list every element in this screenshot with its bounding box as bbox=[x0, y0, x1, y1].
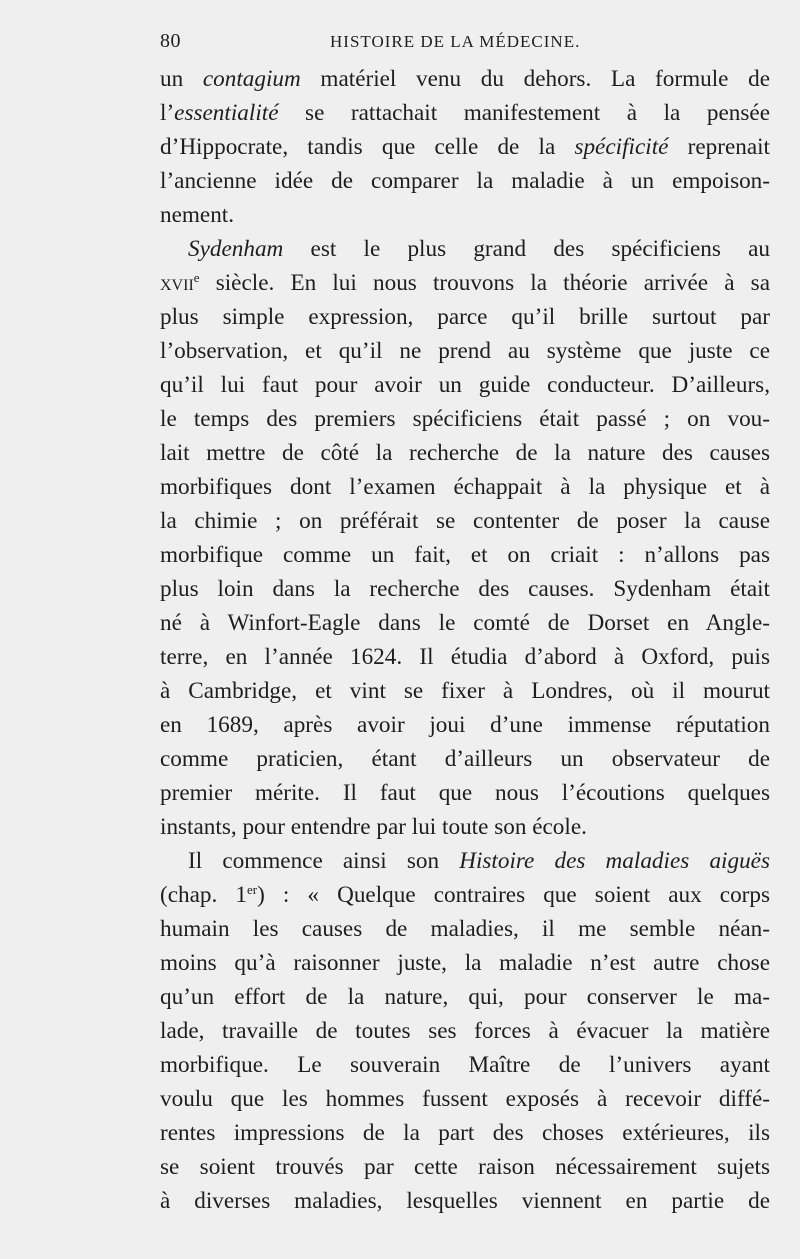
text-line: premier mérite. Il faut que nous l’écoutions quelques bbox=[160, 780, 770, 806]
text-line: Il commence ainsi son Histoire des maladies aiguës bbox=[188, 848, 770, 874]
text-line: un contagium matériel venu du dehors. La formule de bbox=[160, 66, 771, 92]
text-line: nement. bbox=[160, 202, 235, 228]
text-line: la chimie ; on préférait se contenter de poser la cause bbox=[160, 508, 770, 534]
text-line: à Cambridge, et vint se fixer à Londres, où il mourut bbox=[160, 678, 770, 704]
text-line: qu’un effort de la nature, qui, pour conserver le ma- bbox=[160, 984, 770, 1010]
text-line: à diverses maladies, lesquelles viennent en partie de bbox=[160, 1188, 770, 1214]
text-line: lade, travaille de toutes ses forces à évacuer la matière bbox=[160, 1018, 770, 1044]
text-line: plus loin dans la recherche des causes. Sydenham était bbox=[160, 576, 770, 602]
text-line: moins qu’à raisonner juste, la maladie n’est autre chose bbox=[160, 950, 770, 976]
text-line: Sydenham est le plus grand des spécificiens au bbox=[188, 236, 770, 262]
text-line: terre, en l’année 1624. Il étudia d’abord à Oxford, puis bbox=[160, 644, 770, 670]
body-text bbox=[160, 62, 770, 1218]
text-line: l’ancienne idée de comparer la maladie à un empoison- bbox=[160, 168, 770, 194]
text-line: comme praticien, étant d’ailleurs un observateur de bbox=[160, 746, 770, 772]
page-number: 80 bbox=[160, 30, 181, 52]
page-header bbox=[160, 30, 768, 58]
text-line: plus simple expression, parce qu’il brille surtout par bbox=[160, 304, 770, 330]
text-line: en 1689, après avoir joui d’une immense réputation bbox=[160, 712, 770, 738]
text-line: instants, pour entendre par lui toute son école. bbox=[160, 814, 587, 840]
text-line: rentes impressions de la part des choses extérieures, ils bbox=[160, 1120, 770, 1146]
text-line: qu’il lui faut pour avoir un guide conducteur. D’ailleurs, bbox=[160, 372, 770, 398]
text-line: le temps des premiers spécificiens était passé ; on vou- bbox=[160, 406, 770, 432]
text-line: né à Winfort-Eagle dans le comté de Dorset en Angle- bbox=[160, 610, 770, 636]
text-line: l’essentialité se rattachait manifestement à la pensée bbox=[160, 100, 770, 126]
text-line: se soient trouvés par cette raison nécessairement sujets bbox=[160, 1154, 770, 1180]
text-line: morbifiques dont l’examen échappait à la physique et à bbox=[160, 474, 770, 500]
text-line: l’observation, et qu’il ne prend au système que juste ce bbox=[160, 338, 770, 364]
text-line: voulu que les hommes fussent exposés à recevoir diffé- bbox=[160, 1086, 770, 1112]
text-line: (chap. 1er) : « Quelque contraires que soient aux corps bbox=[160, 882, 770, 908]
running-title: HISTOIRE DE LA MÉDECINE. bbox=[330, 32, 581, 51]
text-line: lait mettre de côté la recherche de la nature des causes bbox=[160, 440, 770, 466]
text-line: d’Hippocrate, tandis que celle de la spécificité reprenait bbox=[160, 134, 771, 160]
text-line: morbifique comme un fait, et on criait : n’allons pas bbox=[160, 542, 770, 568]
text-line: xvii$^e$ siècle. En lui nous trouvons la théorie arrivée à sa bbox=[160, 270, 770, 296]
text-line: humain les causes de maladies, il me semble néan- bbox=[160, 916, 770, 942]
text-line: morbifique. Le souverain Maître de l’univers ayant bbox=[160, 1052, 770, 1078]
